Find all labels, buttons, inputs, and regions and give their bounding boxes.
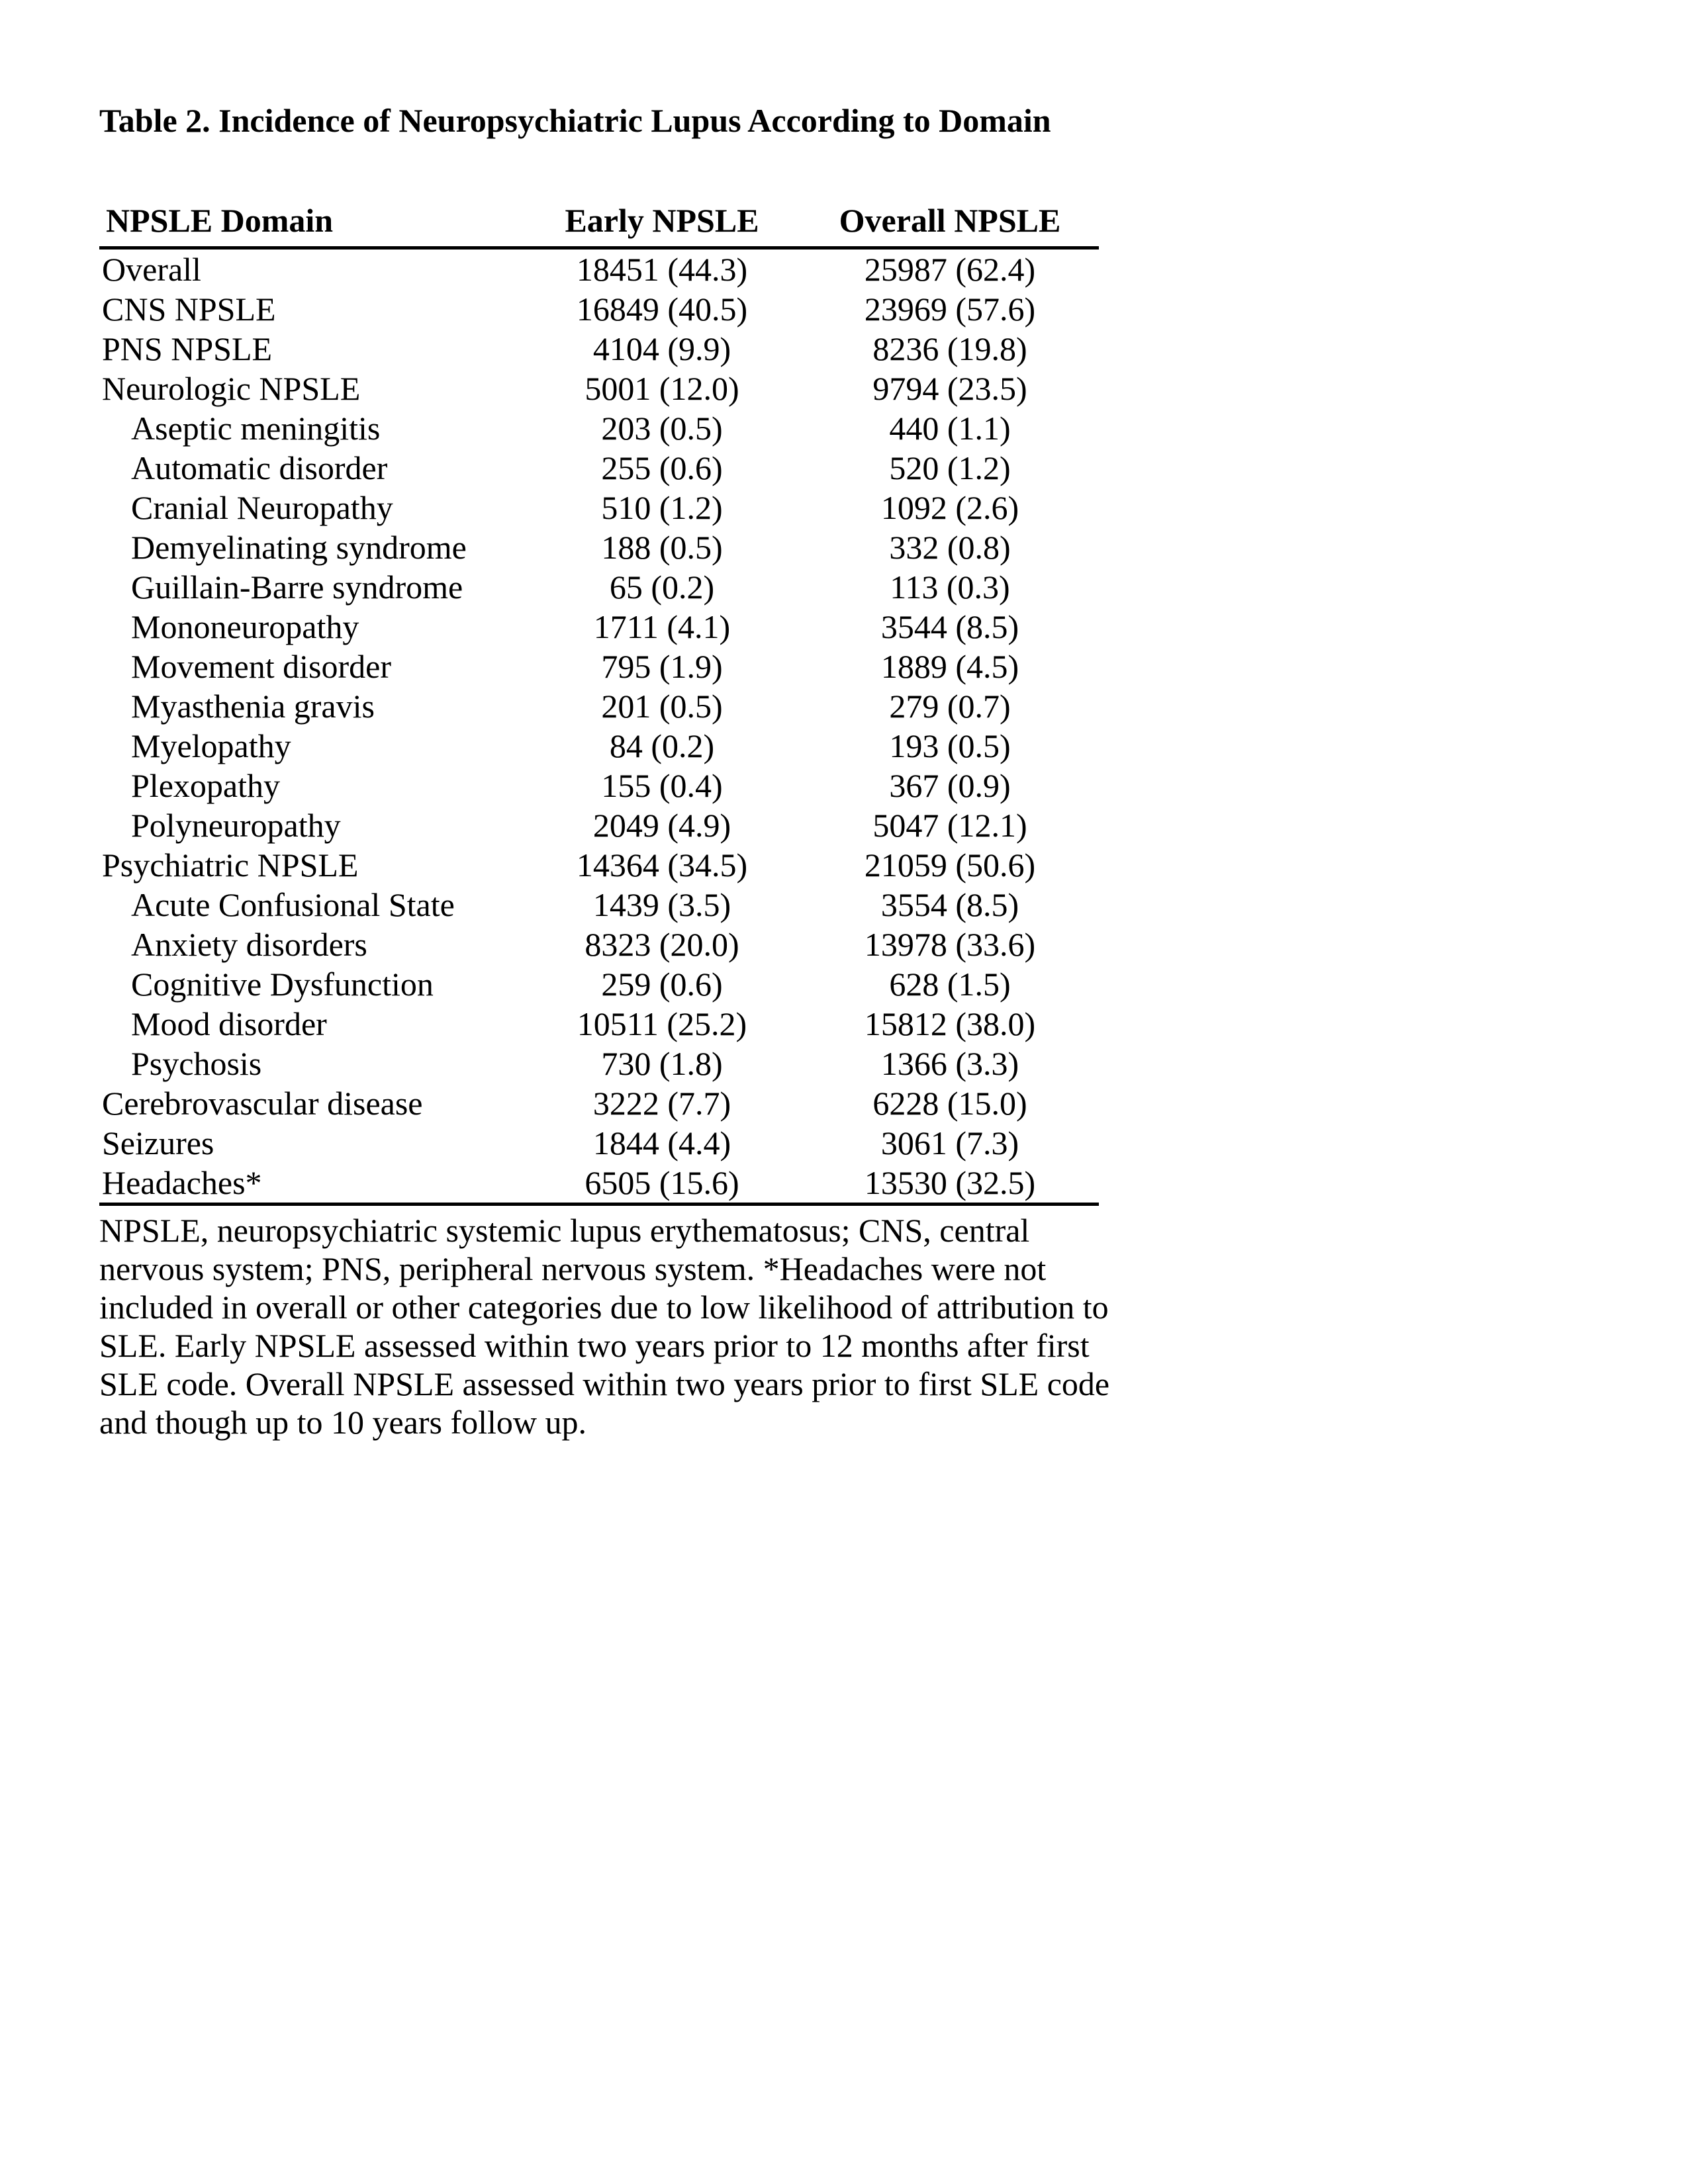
domain-cell: Anxiety disorders — [131, 926, 367, 963]
table-row — [99, 527, 1099, 567]
domain-cell: Myasthenia gravis — [131, 688, 375, 725]
early-npsle-value-cell: 255 (0.6) — [601, 449, 723, 486]
domain-cell: Neurologic NPSLE — [102, 370, 361, 407]
overall-npsle-value-cell: 279 (0.7) — [889, 688, 1011, 725]
table-row — [99, 248, 1099, 290]
table-row — [99, 448, 1099, 488]
overall-npsle-value-cell: 8236 (19.8) — [872, 330, 1027, 367]
domain-cell: Mood disorder — [131, 1005, 327, 1042]
table-row — [99, 1123, 1099, 1163]
domain-cell: Guillain-Barre syndrome — [131, 569, 463, 606]
overall-npsle-value-cell: 21059 (50.6) — [864, 846, 1036, 884]
domain-cell: Polyneuropathy — [131, 807, 341, 844]
early-npsle-value-cell: 6505 (15.6) — [523, 1163, 801, 1205]
incidence-table — [99, 199, 1099, 1206]
domain-cell: Overall — [102, 251, 201, 288]
domain-cell: Headaches* — [99, 1163, 523, 1205]
page-content — [99, 101, 1112, 1441]
column-header-npsle-domain: NPSLE Domain — [99, 199, 523, 248]
early-npsle-value-cell: 65 (0.2) — [609, 569, 715, 606]
overall-npsle-value-cell: 6228 (15.0) — [872, 1085, 1027, 1122]
domain-cell: Aseptic meningitis — [131, 410, 381, 447]
early-npsle-value-cell: 18451 (44.3) — [576, 251, 748, 288]
overall-npsle-value-cell: 1889 (4.5) — [880, 648, 1019, 685]
table-row — [99, 647, 1099, 686]
early-npsle-value-cell: 1439 (3.5) — [592, 886, 731, 923]
overall-npsle-value-cell: 367 (0.9) — [889, 767, 1011, 804]
table-row — [99, 1083, 1099, 1123]
early-npsle-value-cell: 188 (0.5) — [601, 529, 723, 566]
table-row — [99, 408, 1099, 448]
column-header-overall-npsle: Overall NPSLE — [801, 199, 1099, 248]
domain-cell: CNS NPSLE — [102, 291, 276, 328]
early-npsle-value-cell: 14364 (34.5) — [576, 846, 748, 884]
domain-cell: Acute Confusional State — [131, 886, 455, 923]
table-row — [99, 726, 1099, 766]
domain-cell: Psychosis — [131, 1045, 262, 1082]
overall-npsle-value-cell: 3061 (7.3) — [880, 1124, 1019, 1161]
overall-npsle-value-cell: 15812 (38.0) — [864, 1005, 1036, 1042]
early-npsle-value-cell: 1844 (4.4) — [592, 1124, 731, 1161]
overall-npsle-value-cell: 440 (1.1) — [889, 410, 1011, 447]
overall-npsle-value-cell: 23969 (57.6) — [864, 291, 1036, 328]
overall-npsle-value-cell: 3554 (8.5) — [880, 886, 1019, 923]
domain-cell: PNS NPSLE — [102, 330, 273, 367]
domain-cell: Psychiatric NPSLE — [102, 846, 359, 884]
early-npsle-value-cell: 4104 (9.9) — [592, 330, 731, 367]
domain-cell: Movement disorder — [131, 648, 391, 685]
table-row — [99, 488, 1099, 527]
table-row — [99, 567, 1099, 607]
overall-npsle-value-cell: 193 (0.5) — [889, 727, 1011, 764]
column-header-early-npsle: Early NPSLE — [523, 199, 801, 248]
table-title: Table 2. Incidence of Neuropsychiatric Lupus According to Domain — [99, 102, 1051, 139]
early-npsle-value-cell: 1711 (4.1) — [593, 608, 731, 645]
table-row — [99, 885, 1099, 925]
table-body — [99, 248, 1099, 1205]
table-row — [99, 607, 1099, 647]
table-row — [99, 845, 1099, 885]
early-npsle-value-cell: 259 (0.6) — [601, 966, 723, 1003]
domain-cell: Cognitive Dysfunction — [131, 966, 434, 1003]
early-npsle-value-cell: 3222 (7.7) — [592, 1085, 731, 1122]
table-row — [99, 329, 1099, 369]
overall-npsle-value-cell: 3544 (8.5) — [880, 608, 1019, 645]
table-footnote: NPSLE, neuropsychiatric systemic lupus erythematosus; CNS, central nervous system; PNS, peripheral nervous system. *Headaches were not included in overall or other categories due to low likelihood of attribution to SLE. Early NPSLE assessed within two years prior to 12 months after first SLE code. Overall NPSLE assessed within two years prior to first SLE code and though up to 10 years follow up. — [99, 1212, 1110, 1441]
early-npsle-value-cell: 84 (0.2) — [609, 727, 715, 764]
overall-npsle-value-cell: 113 (0.3) — [890, 569, 1010, 606]
table-row — [99, 964, 1099, 1004]
table-row — [99, 925, 1099, 964]
early-npsle-value-cell: 795 (1.9) — [601, 648, 723, 685]
table-row — [99, 1044, 1099, 1083]
domain-cell: Cranial Neuropathy — [131, 489, 393, 526]
overall-npsle-value-cell: 13978 (33.6) — [864, 926, 1036, 963]
table-row — [99, 289, 1099, 329]
domain-cell: Mononeuropathy — [131, 608, 359, 645]
early-npsle-value-cell: 16849 (40.5) — [576, 291, 748, 328]
table-row — [99, 686, 1099, 726]
domain-cell: Automatic disorder — [131, 449, 388, 486]
early-npsle-value-cell: 730 (1.8) — [601, 1045, 723, 1082]
overall-npsle-value-cell: 1366 (3.3) — [880, 1045, 1019, 1082]
overall-npsle-value-cell: 9794 (23.5) — [872, 370, 1027, 407]
overall-npsle-value-cell: 13530 (32.5) — [801, 1163, 1099, 1205]
early-npsle-value-cell: 10511 (25.2) — [577, 1005, 747, 1042]
table-row — [99, 805, 1099, 845]
early-npsle-value-cell: 5001 (12.0) — [585, 370, 739, 407]
table-row — [99, 1004, 1099, 1044]
early-npsle-value-cell: 155 (0.4) — [601, 767, 723, 804]
table-row — [99, 1163, 1099, 1205]
domain-cell: Seizures — [102, 1124, 214, 1161]
domain-cell: Myelopathy — [131, 727, 291, 764]
overall-npsle-value-cell: 25987 (62.4) — [864, 251, 1036, 288]
table-row — [99, 766, 1099, 805]
domain-cell: Plexopathy — [131, 767, 280, 804]
overall-npsle-value-cell: 520 (1.2) — [889, 449, 1011, 486]
domain-cell: Cerebrovascular disease — [102, 1085, 423, 1122]
overall-npsle-value-cell: 332 (0.8) — [889, 529, 1011, 566]
early-npsle-value-cell: 510 (1.2) — [601, 489, 723, 526]
early-npsle-value-cell: 8323 (20.0) — [585, 926, 739, 963]
overall-npsle-value-cell: 5047 (12.1) — [872, 807, 1027, 844]
early-npsle-value-cell: 2049 (4.9) — [592, 807, 731, 844]
early-npsle-value-cell: 203 (0.5) — [601, 410, 723, 447]
overall-npsle-value-cell: 628 (1.5) — [889, 966, 1011, 1003]
early-npsle-value-cell: 201 (0.5) — [601, 688, 723, 725]
table-header-row — [99, 199, 1099, 248]
domain-cell: Demyelinating syndrome — [131, 529, 467, 566]
table-row — [99, 369, 1099, 408]
overall-npsle-value-cell: 1092 (2.6) — [880, 489, 1019, 526]
